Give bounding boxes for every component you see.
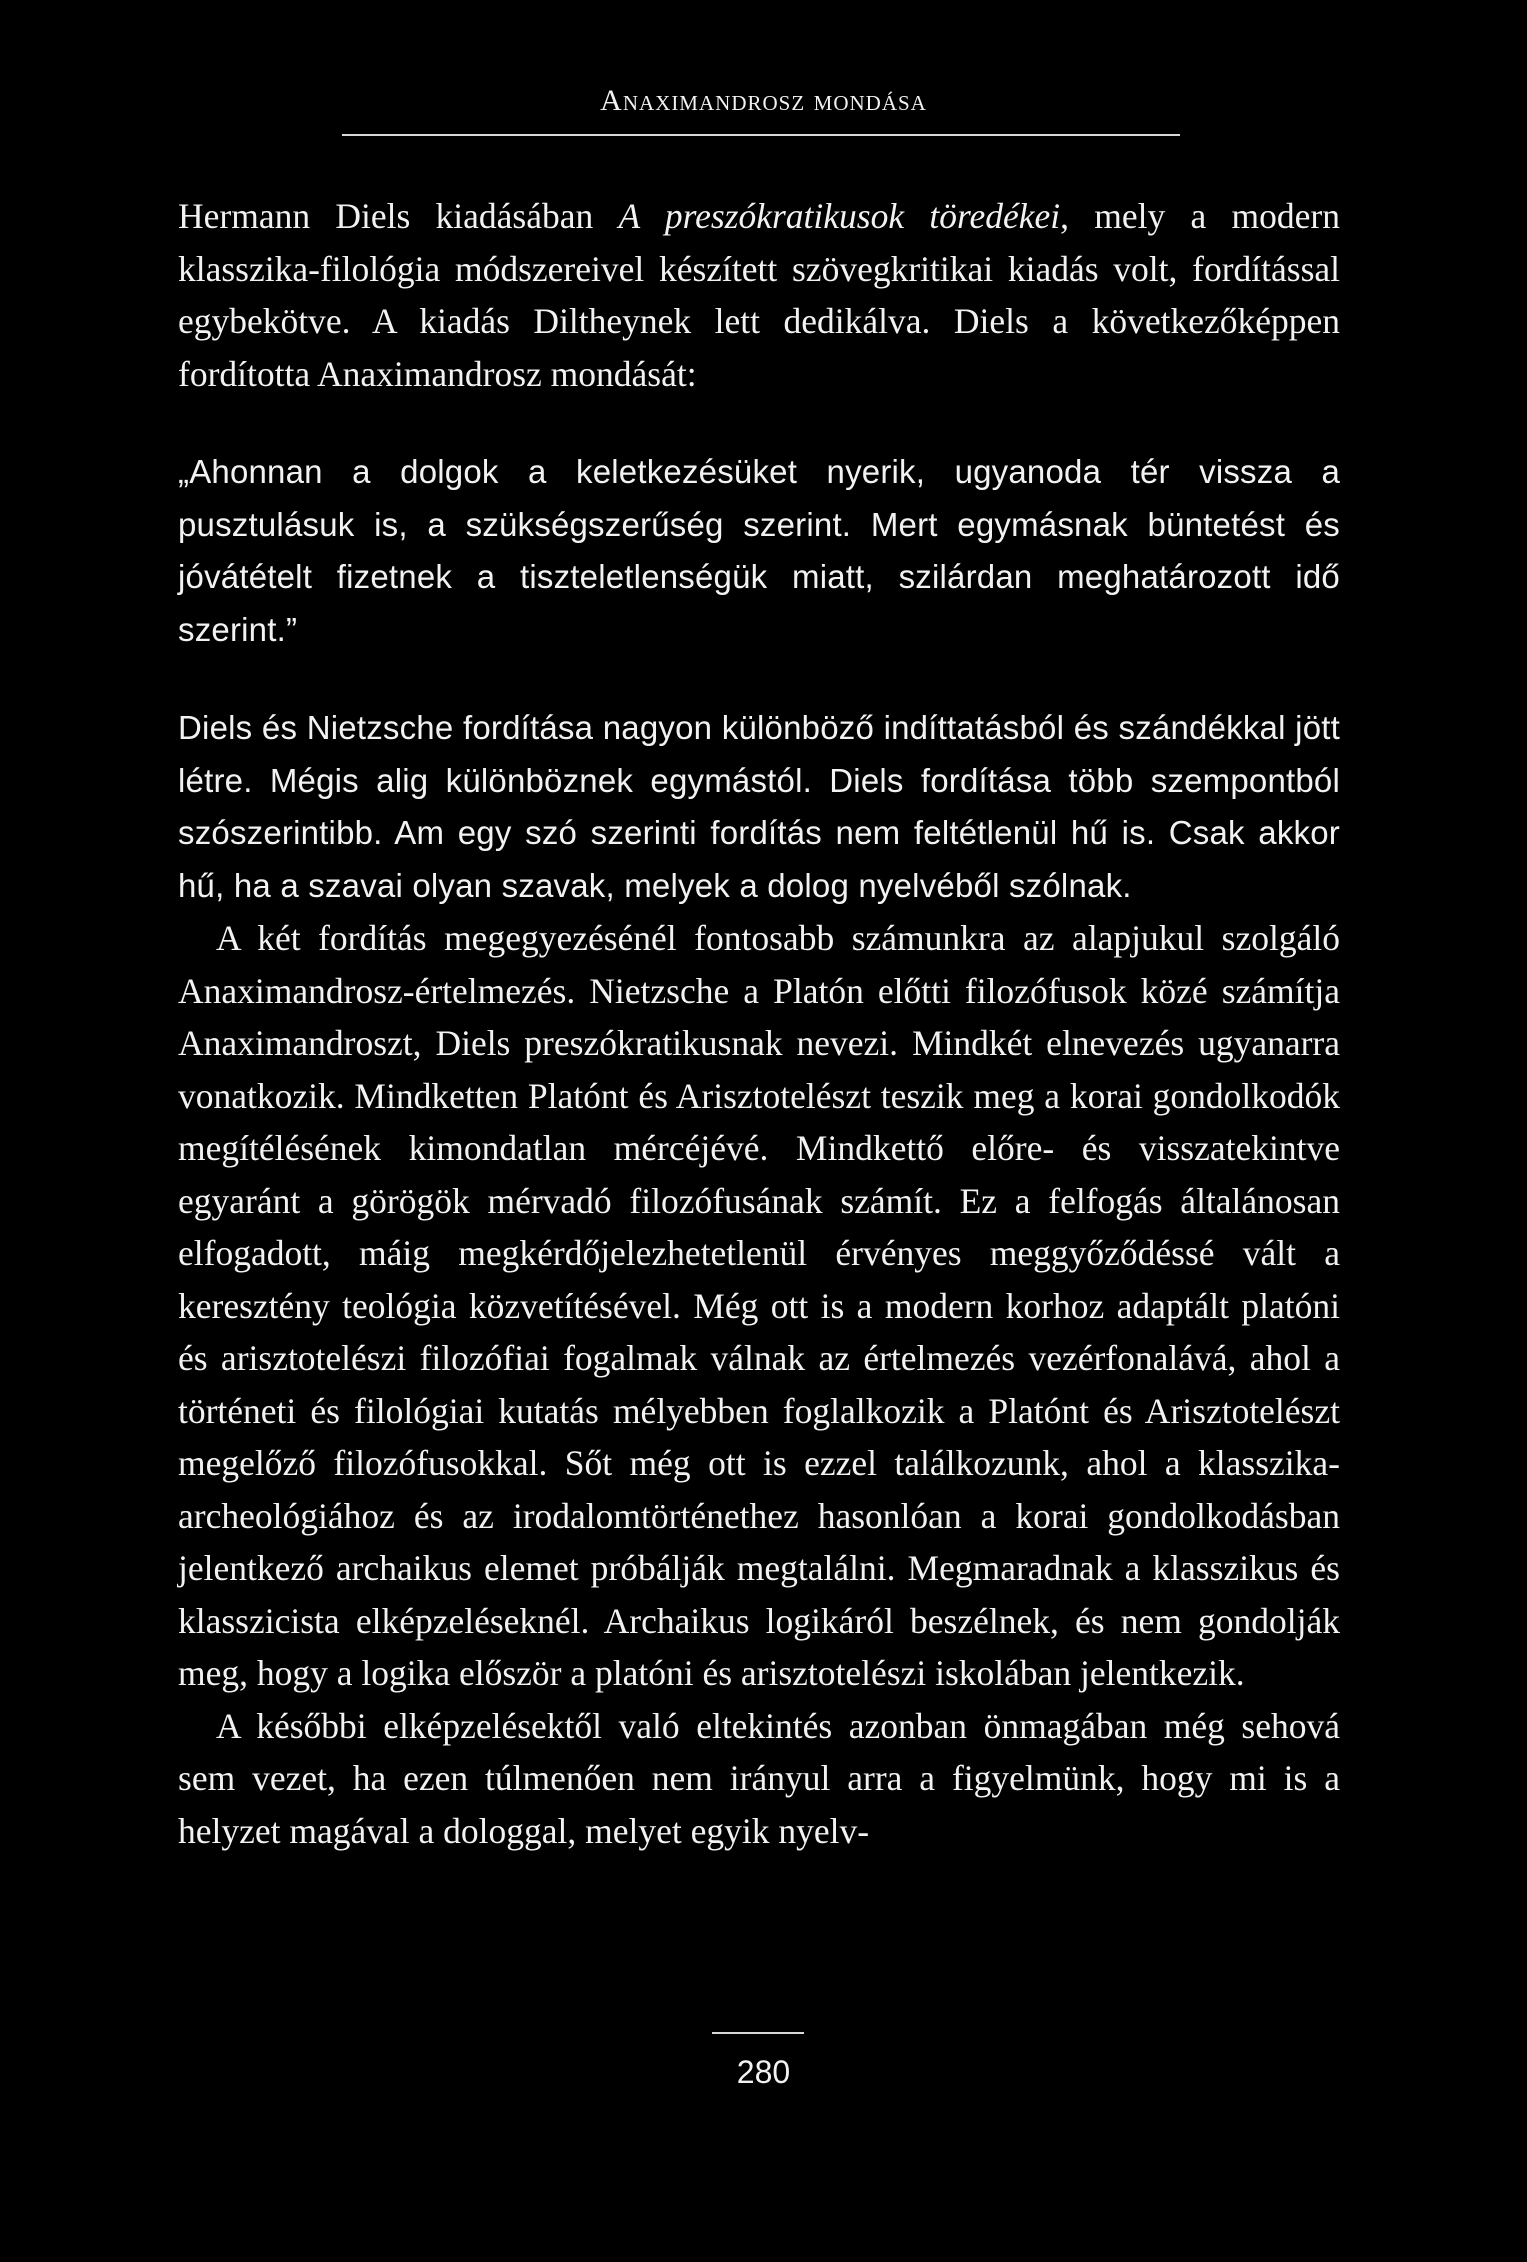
- book-title: A preszókratikusok töredékei: [618, 196, 1061, 236]
- body-text: [178, 190, 1340, 1857]
- paragraph-1-rest: , mely a modern klasszika-filológia módszereivel készített szövegkritikai kiadás volt, fordítással egybekötve. A kiadás Diltheynek lett dedikálva. Diels a következőképpen fordította Anaximandrosz mondását:: [178, 196, 1340, 394]
- paragraph-4: A későbbi elképzelésektől való eltekintés azonban önmagában még sehová sem vezet, ha ezen túlmenően nem irányul arra a figyelmünk, hogy mi is a helyzet magával a dologgal, melyet egyik nyelv-: [178, 1705, 1340, 1851]
- footer-rule: [712, 2032, 804, 2034]
- paragraph-1-lead: Hermann Diels kiadásában: [178, 196, 619, 236]
- paragraph-2: Diels és Nietzsche fordítása nagyon különböző indíttatásból és szándékkal jött létre. Mégis alig különböznek egymástól. Diels fordítása több szempontból szószerintibb. Am egy szó szerinti fordítás nem feltétlenül hű is. Csak akkor hű, ha a szavai olyan szavak, melyek a dolog nyelvéből szólnak.: [178, 709, 1340, 904]
- page-number: 280: [736, 2054, 791, 2090]
- paragraph-3: A két fordítás megegyezésénél fontosabb számunkra az alapjukul szolgáló Anaximandrosz-értelmezés. Nietzsche a Platón előtti filozófusok közé számítja Anaximandroszt, Diels preszókratikusnak nevezi. Mindkét elnevezés ugyanarra vonatkozik. Mindketten Platónt és Arisztotelészt teszik meg a korai gondolkodók megítélésének kimondatlan mércéjévé. Mindkettő előre- és visszatekintve egyaránt a görögök mérvadó filozófusának számít. Ez a felfogás általánosan elfogadott, máig megkérdőjelezhetetlenül érvényes meggyőződéssé vált a keresztény teológia közvetítésével. Még ott is a modern korhoz adaptált platóni és arisztotelészi filozófiai fogalmak válnak az értelmezés vezérfonalává, ahol a történeti és filológiai kutatás mélyebben foglalkozik a Platónt és Arisztotelészt megelőző filozófusokkal. Sőt még ott is ezzel találkozunk, ahol a klasszika-archeológiához és az irodalomtörténethez hasonlóan a korai gondolkodásban jelentkező archaikus elemet próbálják megtalálni. Megmaradnak a klasszikus és klasszicista elképzeléseknél. Archaikus logikáról beszélnek, és nem gondolják meg, hogy a logika először a platóni és arisztotelészi iskolában jelentkezik.: [178, 918, 1340, 1693]
- paragraph-1: [178, 190, 1340, 400]
- running-head: Anaximandrosz mondása: [600, 84, 927, 117]
- block-quote: „Ahonnan a dolgok a keletkezésüket nyerik, ugyanoda tér vissza a pusztulásuk is, a szükségszerűség szerint. Mert egymásnak büntetést és jóvátételt fizetnek a tiszteletlenségük miatt, szilárdan meghatározott idő szerint.”: [178, 453, 1340, 648]
- header-rule: [342, 134, 1180, 136]
